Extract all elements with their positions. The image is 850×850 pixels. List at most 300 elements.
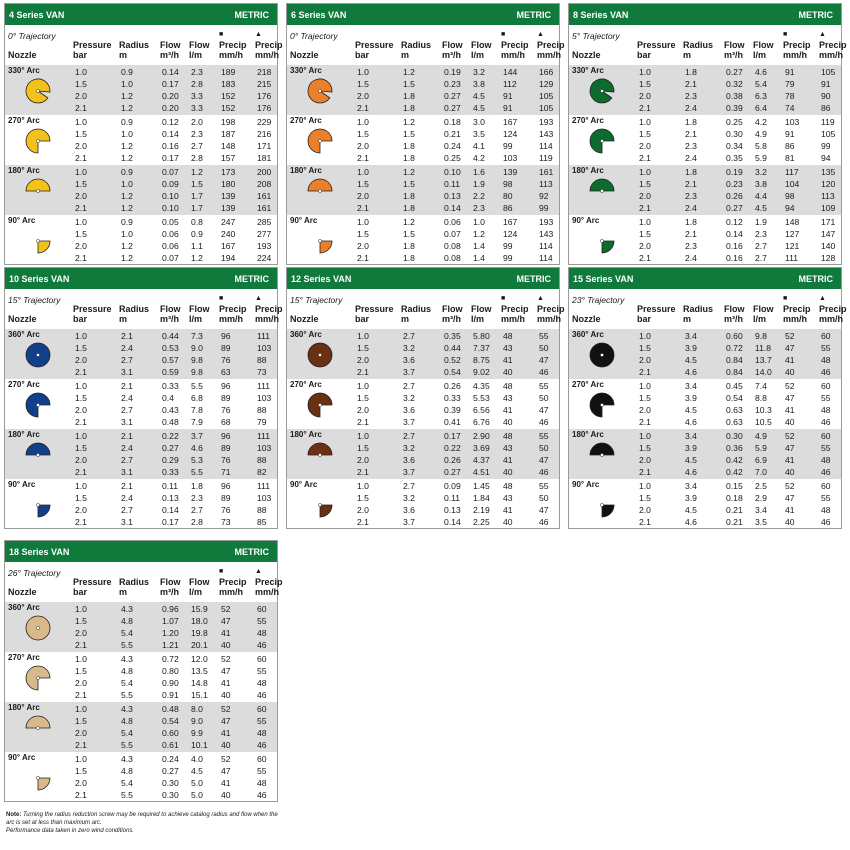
table-cell: 173 — [221, 167, 236, 177]
table-cell: 52 — [785, 481, 795, 491]
table-cell: 4.5 — [191, 766, 203, 776]
table-cell: 193 — [539, 217, 554, 227]
table-row — [5, 240, 277, 252]
table-cell: 47 — [539, 505, 549, 515]
table-cell: 60 — [257, 754, 267, 764]
table-cell: 157 — [221, 153, 236, 163]
table-cell: 0.23 — [726, 179, 743, 189]
table-cell: 0.14 — [726, 229, 743, 239]
table-cell: 48 — [257, 628, 267, 638]
table-cell: 129 — [539, 79, 554, 89]
table-cell: 1.0 — [75, 704, 87, 714]
column-header-label: Flow l/m — [471, 40, 492, 60]
table-cell: 148 — [221, 141, 236, 151]
table-cell: 1.84 — [473, 493, 490, 503]
table-row — [5, 454, 277, 466]
table-row — [287, 404, 559, 416]
column-header — [819, 295, 847, 324]
table-cell: 2.0 — [75, 355, 87, 365]
table-cell: 0.27 — [444, 91, 461, 101]
table-cell: 0.18 — [726, 493, 743, 503]
column-header-label: Radius m — [119, 304, 150, 324]
arc-label: 180° Arc — [8, 166, 40, 175]
table-cell: 194 — [221, 253, 236, 263]
table-cell: 2.0 — [639, 91, 651, 101]
table-cell: 1.8 — [403, 203, 415, 213]
table-row — [5, 727, 277, 739]
column-symbol — [119, 31, 149, 40]
table-row — [5, 90, 277, 102]
table-row — [287, 190, 559, 202]
table-cell: 99 — [503, 141, 513, 151]
arc-group — [5, 215, 277, 265]
table-cell: 6.76 — [473, 417, 490, 427]
table-cell: 4.6 — [685, 517, 697, 527]
table-cell: 46 — [539, 517, 549, 527]
table-cell: 0.9 — [191, 229, 203, 239]
table-cell: 52 — [785, 431, 795, 441]
table-cell: 0.90 — [162, 678, 179, 688]
table-cell: 0.96 — [162, 604, 179, 614]
table-cell: 2.1 — [357, 253, 369, 263]
table-row — [5, 152, 277, 164]
table-cell: 41 — [221, 778, 231, 788]
table-cell: 9.8 — [191, 367, 203, 377]
panel-header — [5, 4, 277, 25]
table-row — [5, 492, 277, 504]
table-cell: 12.0 — [191, 654, 208, 664]
table-cell: 0.33 — [162, 381, 179, 391]
column-header — [189, 295, 210, 324]
table-cell: 46 — [821, 517, 831, 527]
arc-label: 180° Arc — [572, 166, 604, 175]
table-cell: 119 — [539, 153, 553, 163]
panel-header — [569, 4, 841, 25]
note-lead: Note: — [6, 812, 22, 818]
table-row — [287, 442, 559, 454]
table-cell: 4.6 — [685, 467, 697, 477]
table-cell: 86 — [785, 141, 795, 151]
table-cell: 113 — [821, 191, 835, 201]
table-cell: 0.17 — [444, 431, 461, 441]
nozzle-table-panel — [4, 540, 283, 802]
table-cell: 55 — [539, 331, 549, 341]
table-cell: 1.0 — [357, 481, 369, 491]
note-text: Turning the radius reduction screw may be required to achieve catalog radius and flow when the arc is set at less than maximum arc. — [6, 812, 278, 826]
column-symbol: ▲ — [255, 31, 262, 38]
table-cell: 1.8 — [191, 481, 203, 491]
table-cell: 2.1 — [121, 381, 133, 391]
arc-group — [5, 752, 277, 802]
table-row — [287, 380, 559, 392]
table-cell: 4.1 — [473, 141, 485, 151]
table-cell: 1.0 — [75, 67, 87, 77]
table-row — [287, 66, 559, 78]
column-symbol — [73, 31, 112, 40]
table-cell: 40 — [221, 640, 231, 650]
table-cell: 2.3 — [685, 241, 697, 251]
table-cell: 171 — [821, 217, 836, 227]
table-cell: 0.4 — [162, 393, 174, 403]
table-cell: 52 — [221, 604, 231, 614]
table-row — [5, 466, 277, 478]
table-cell: 6.8 — [191, 393, 203, 403]
table-cell: 46 — [539, 467, 549, 477]
table-cell: 3.0 — [473, 117, 485, 127]
table-cell: 2.1 — [639, 417, 651, 427]
nozzle-column-header: Nozzle — [572, 50, 601, 60]
table-cell: 143 — [539, 229, 554, 239]
table-cell: 1.5 — [75, 79, 87, 89]
table-cell: 0.34 — [726, 141, 743, 151]
table-cell: 20.1 — [191, 640, 208, 650]
table-cell: 2.1 — [685, 179, 697, 189]
table-cell: 3.9 — [685, 343, 697, 353]
table-row — [569, 140, 841, 152]
table-row — [5, 128, 277, 140]
table-cell: 2.3 — [191, 493, 203, 503]
table-cell: 1.5 — [75, 393, 87, 403]
table-cell: 1.5 — [357, 79, 369, 89]
table-cell: 0.63 — [726, 405, 743, 415]
table-cell: 3.4 — [685, 381, 697, 391]
table-cell: 1.0 — [75, 604, 87, 614]
table-cell: 1.8 — [403, 191, 415, 201]
unit-label: METRIC — [798, 273, 833, 284]
table-cell: 4.9 — [755, 129, 767, 139]
nozzle-column-header: Nozzle — [290, 50, 319, 60]
table-row — [569, 504, 841, 516]
column-header-label: Pressure bar — [73, 40, 112, 60]
table-cell: 0.30 — [162, 778, 179, 788]
table-row — [287, 492, 559, 504]
column-header-label: Radius m — [683, 40, 714, 60]
table-cell: 47 — [785, 443, 795, 453]
unit-label: METRIC — [798, 9, 833, 20]
table-cell: 60 — [821, 381, 831, 391]
arc-group — [5, 429, 277, 479]
table-row — [5, 689, 277, 701]
table-cell: 0.12 — [162, 117, 179, 127]
arc-label: 360° Arc — [8, 330, 40, 339]
table-cell: 2.1 — [685, 79, 697, 89]
column-header-label: Precip mm/h — [783, 40, 811, 60]
table-cell: 1.8 — [403, 153, 415, 163]
table-cell: 1.8 — [403, 103, 415, 113]
table-cell: 0.23 — [444, 79, 461, 89]
arc-group — [569, 165, 841, 215]
table-cell: 94 — [821, 153, 831, 163]
column-header — [119, 295, 149, 324]
table-cell: 73 — [257, 367, 267, 377]
table-cell: 76 — [221, 455, 231, 465]
table-cell: 0.10 — [444, 167, 461, 177]
table-row — [287, 366, 559, 378]
table-cell: 1.5 — [639, 179, 651, 189]
table-cell: 55 — [257, 616, 267, 626]
arc-label: 90° Arc — [290, 480, 318, 489]
table-cell: 0.12 — [726, 217, 743, 227]
column-symbol — [637, 31, 676, 40]
table-cell: 2.7 — [403, 331, 415, 341]
table-cell: 0.57 — [162, 355, 179, 365]
table-cell: 285 — [257, 217, 272, 227]
table-cell: 2.9 — [755, 493, 767, 503]
table-row — [569, 128, 841, 140]
table-cell: 0.13 — [444, 505, 461, 515]
table-cell: 60 — [821, 331, 831, 341]
column-header-label: Flow m³/h — [160, 577, 181, 597]
trajectory-label: 15° Trajectory — [8, 295, 61, 305]
table-cell: 5.0 — [191, 778, 203, 788]
table-row — [287, 504, 559, 516]
arc-label: 180° Arc — [572, 430, 604, 439]
table-row — [5, 653, 277, 665]
table-cell: 3.7 — [403, 467, 415, 477]
table-cell: 5.9 — [755, 443, 767, 453]
table-cell: 103 — [257, 493, 272, 503]
column-header-label: Radius m — [401, 304, 432, 324]
table-cell: 52 — [221, 754, 231, 764]
table-cell: 0.19 — [444, 67, 461, 77]
table-cell: 3.5 — [755, 517, 767, 527]
table-cell: 167 — [503, 117, 518, 127]
column-header-label: Flow m³/h — [442, 304, 463, 324]
table-cell: 216 — [257, 129, 272, 139]
table-cell: 2.7 — [755, 241, 767, 251]
table-cell: 1.07 — [162, 616, 179, 626]
arc-group — [5, 165, 277, 215]
table-cell: 1.6 — [473, 167, 485, 177]
table-cell: 2.0 — [639, 505, 651, 515]
panel-header — [5, 541, 277, 562]
arc-label: 90° Arc — [572, 216, 600, 225]
column-header-label: Precip mm/h — [255, 40, 283, 60]
table-cell: 99 — [503, 253, 513, 263]
arc-label: 90° Arc — [572, 480, 600, 489]
table-cell: 166 — [539, 67, 554, 77]
table-cell: 99 — [821, 141, 831, 151]
table-cell: 1.5 — [403, 129, 415, 139]
table-cell: 2.1 — [639, 517, 651, 527]
table-cell: 0.24 — [444, 141, 461, 151]
table-cell: 111 — [785, 253, 799, 263]
table-cell: 0.9 — [121, 117, 133, 127]
table-cell: 3.6 — [403, 455, 415, 465]
table-cell: 48 — [503, 331, 513, 341]
table-row — [5, 330, 277, 342]
table-cell: 139 — [221, 191, 236, 201]
table-cell: 2.3 — [473, 203, 485, 213]
table-cell: 6.4 — [755, 103, 767, 113]
table-cell: 109 — [821, 203, 836, 213]
table-row — [5, 516, 277, 528]
table-cell: 89 — [221, 493, 231, 503]
column-header — [189, 31, 210, 60]
table-row — [5, 392, 277, 404]
table-cell: 41 — [785, 505, 795, 515]
table-cell: 114 — [539, 253, 553, 263]
table-row — [569, 66, 841, 78]
table-cell: 114 — [539, 141, 553, 151]
table-cell: 218 — [257, 67, 272, 77]
panel-title: 6 Series VAN — [291, 9, 347, 20]
table-cell: 8.8 — [755, 393, 767, 403]
column-header — [501, 295, 529, 324]
table-cell: 47 — [221, 766, 231, 776]
table-cell: 5.4 — [121, 728, 133, 738]
table-row — [569, 480, 841, 492]
table-cell: 0.11 — [444, 179, 461, 189]
column-symbol — [683, 31, 713, 40]
unit-label: METRIC — [516, 273, 551, 284]
table-cell: 1.0 — [639, 431, 651, 441]
table-cell: 0.60 — [162, 728, 179, 738]
table-cell: 4.3 — [121, 704, 133, 714]
table-cell: 0.07 — [444, 229, 461, 239]
arc-label: 270° Arc — [290, 116, 322, 125]
column-header-label: Pressure bar — [73, 577, 112, 597]
column-symbol — [73, 568, 112, 577]
table-cell: 0.38 — [726, 91, 743, 101]
table-cell: 48 — [257, 678, 267, 688]
table-cell: 1.2 — [121, 241, 133, 251]
table-row — [569, 102, 841, 114]
nozzle-column-header: Nozzle — [8, 50, 37, 60]
table-cell: 2.1 — [685, 129, 697, 139]
column-header-label: Flow m³/h — [160, 40, 181, 60]
table-cell: 0.42 — [726, 455, 743, 465]
arc-label: 330° Arc — [572, 66, 604, 75]
column-header — [783, 295, 811, 324]
table-row — [5, 66, 277, 78]
arc-label: 180° Arc — [8, 703, 40, 712]
table-cell: 7.4 — [755, 381, 767, 391]
column-symbol: ▲ — [255, 295, 262, 302]
panel-header — [5, 268, 277, 289]
table-cell: 3.8 — [473, 79, 485, 89]
table-cell: 2.3 — [191, 129, 203, 139]
column-header-label: Flow l/m — [189, 577, 210, 597]
arc-label: 330° Arc — [8, 66, 40, 75]
table-cell: 43 — [503, 493, 513, 503]
table-cell: 1.2 — [473, 229, 485, 239]
unit-label: METRIC — [516, 9, 551, 20]
table-cell: 117 — [785, 167, 799, 177]
table-row — [287, 240, 559, 252]
table-cell: 1.0 — [357, 381, 369, 391]
table-cell: 121 — [785, 241, 800, 251]
table-cell: 4.6 — [685, 367, 697, 377]
table-cell: 2.4 — [121, 343, 133, 353]
table-cell: 2.5 — [755, 481, 767, 491]
table-cell: 1.45 — [473, 481, 490, 491]
table-cell: 3.2 — [403, 343, 415, 353]
table-cell: 0.72 — [162, 654, 179, 664]
table-cell: 2.1 — [75, 517, 87, 527]
table-cell: 7.3 — [191, 331, 203, 341]
column-header — [401, 31, 431, 60]
column-header-label: Precip mm/h — [783, 304, 811, 324]
table-row — [5, 639, 277, 651]
arc-label: 90° Arc — [290, 216, 318, 225]
table-cell: 0.14 — [162, 129, 179, 139]
table-cell: 4.5 — [685, 405, 697, 415]
arc-label: 270° Arc — [290, 380, 322, 389]
panel-title: 15 Series VAN — [573, 273, 634, 284]
table-cell: 0.52 — [444, 355, 461, 365]
table-row — [5, 228, 277, 240]
column-header — [783, 31, 811, 60]
table-cell: 1.0 — [357, 117, 369, 127]
table-cell: 152 — [221, 91, 236, 101]
column-symbol: ▲ — [255, 568, 262, 575]
table-cell: 0.54 — [726, 393, 743, 403]
table-cell: 0.05 — [162, 217, 179, 227]
table-cell: 46 — [257, 690, 267, 700]
table-cell: 0.48 — [162, 704, 179, 714]
table-cell: 41 — [785, 455, 795, 465]
column-header — [119, 568, 149, 597]
table-cell: 2.7 — [121, 505, 133, 515]
panel-header — [569, 268, 841, 289]
table-cell: 1.5 — [639, 393, 651, 403]
table-cell: 148 — [785, 217, 800, 227]
table-cell: 200 — [257, 167, 272, 177]
table-cell: 43 — [503, 443, 513, 453]
table-cell: 88 — [257, 405, 267, 415]
table-cell: 8.0 — [191, 704, 203, 714]
table-cell: 41 — [503, 405, 513, 415]
table-cell: 247 — [221, 217, 236, 227]
column-header — [255, 31, 283, 60]
panel-title: 12 Series VAN — [291, 273, 352, 284]
table-cell: 1.2 — [403, 67, 415, 77]
column-symbol: ■ — [783, 31, 788, 38]
table-cell: 0.08 — [444, 253, 461, 263]
table-row — [5, 765, 277, 777]
table-cell: 3.1 — [121, 367, 133, 377]
table-cell: 277 — [257, 229, 272, 239]
table-row — [569, 342, 841, 354]
table-cell: 0.21 — [726, 505, 743, 515]
arc-group — [5, 115, 277, 165]
table-cell: 0.24 — [162, 754, 179, 764]
table-cell: 2.3 — [685, 91, 697, 101]
table-cell: 0.07 — [162, 167, 179, 177]
table-cell: 143 — [539, 129, 554, 139]
table-cell: 1.5 — [639, 443, 651, 453]
table-cell: 3.4 — [755, 505, 767, 515]
table-cell: 5.3 — [191, 455, 203, 465]
table-cell: 176 — [257, 91, 272, 101]
table-cell: 4.3 — [121, 754, 133, 764]
table-cell: 48 — [821, 505, 831, 515]
table-cell: 3.6 — [403, 405, 415, 415]
table-cell: 2.1 — [121, 431, 133, 441]
column-header-label: Precip mm/h — [819, 304, 847, 324]
table-row — [287, 454, 559, 466]
table-cell: 91 — [785, 129, 795, 139]
column-symbol: ■ — [501, 31, 506, 38]
table-cell: 55 — [821, 443, 831, 453]
table-cell: 41 — [221, 678, 231, 688]
table-cell: 11.8 — [755, 343, 772, 353]
column-symbol: ▲ — [537, 295, 544, 302]
table-row — [5, 116, 277, 128]
column-header-label: Pressure bar — [73, 304, 112, 324]
arc-group — [5, 379, 277, 429]
